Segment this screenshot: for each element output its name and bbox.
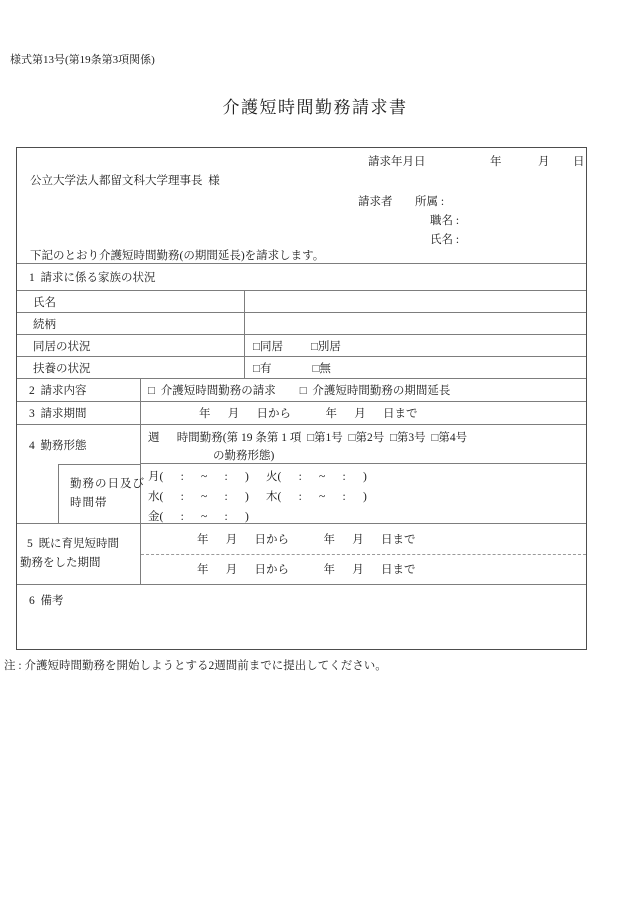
intro-sentence: 下記のとおり介護短時間勤務(の期間延長)を請求します。	[30, 250, 325, 262]
request-date-day-label: 日	[573, 156, 585, 168]
family-name-value-cell	[245, 291, 586, 312]
form-number: 様式第13号(第19条第3項関係)	[10, 54, 155, 66]
form-header-section	[17, 148, 586, 263]
workform-content-cell	[141, 425, 586, 523]
dependency-row	[17, 356, 586, 378]
section-5-label-cell	[17, 524, 141, 584]
section-4-label-cell	[17, 425, 145, 523]
taken-period-2: 年 月 日から 年 月 日まで	[197, 564, 416, 577]
schedule-label-line1: 勤務の日及び	[70, 478, 145, 490]
dependency-options-cell	[245, 357, 586, 378]
period-date-range: 年 月 日から 年 月 日まで	[199, 408, 418, 420]
request-options-cell	[141, 379, 586, 401]
requester-label: 請求者	[358, 196, 393, 208]
cohabit-checkbox-option: □同居	[253, 340, 283, 353]
section-1-family-header	[17, 263, 586, 290]
request-date-month-label: 月	[538, 156, 550, 168]
family-name-row	[17, 290, 586, 312]
request-date-label: 請求年月日	[368, 156, 426, 168]
section-5-taken-row	[17, 523, 586, 584]
request-form-table	[16, 147, 587, 650]
requester-name-label: 氏名 :	[430, 234, 460, 246]
request-date-year-label: 年	[490, 156, 502, 168]
remarks-cell	[17, 585, 586, 649]
cohabitation-row	[17, 334, 586, 356]
section-3-period-row	[17, 401, 586, 424]
family-name-label-cell	[17, 291, 245, 312]
relation-row	[17, 312, 586, 334]
family-name-label: 氏名	[33, 296, 56, 309]
section-2-label-cell	[17, 379, 141, 401]
section-4-label: 4 勤務形態	[29, 440, 87, 452]
relation-label-cell	[17, 313, 245, 334]
position-label: 職名 :	[430, 215, 460, 227]
cohabitation-options-cell	[245, 335, 586, 356]
schedule-line-wed-thu: 水( : ~ : ) 木( : ~ : )	[148, 491, 367, 503]
recipient-line: 公立大学法人都留文科大学理事長 様	[30, 175, 220, 187]
taken-period-2-cell	[141, 555, 586, 585]
taken-periods-cell	[141, 524, 586, 584]
cohabitation-label-cell	[17, 335, 245, 356]
section-5-label-line1: 5 既に育児短時間	[27, 538, 119, 550]
schedule-label-line2: 時間帯	[70, 497, 108, 509]
workform-line1: 週 時間勤務(第 19 条第 1 項 □第1号 □第2号 □第3号 □第4号	[148, 432, 468, 444]
section-6-label: 6 備考	[29, 595, 64, 607]
schedule-line-fri: 金( : ~ : )	[148, 511, 249, 523]
schedule-label-cell	[58, 464, 145, 523]
dependency-label: 扶養の状況	[33, 362, 91, 375]
taken-period-1: 年 月 日から 年 月 日まで	[197, 533, 416, 546]
workform-type-cell	[141, 425, 586, 464]
taken-period-1-cell	[141, 524, 586, 555]
section-2-label: 2 請求内容	[29, 385, 87, 397]
page-title: 介護短時間勤務請求書	[222, 98, 408, 117]
section-6-remarks-row	[17, 584, 586, 649]
dependent-yes-checkbox-option: □有	[253, 362, 272, 375]
section-1-label: 1 請求に係る家族の状況	[29, 272, 156, 284]
schedule-times-cell	[141, 464, 586, 527]
separate-checkbox-option: □別居	[310, 340, 341, 353]
section-5-label-line2: 勤務をした期間	[20, 557, 101, 569]
section-3-label-cell	[17, 402, 141, 424]
submission-footnote: 注 : 介護短時間勤務を開始しようとする2週間前までに提出してください。	[4, 660, 387, 672]
relation-value-cell	[245, 313, 586, 334]
section-2-request-row	[17, 378, 586, 401]
request-extension-checkbox-option: □ 介護短時間勤務の期間延長	[299, 385, 451, 397]
cohabitation-label: 同居の状況	[33, 340, 91, 353]
section-3-label: 3 請求期間	[29, 408, 87, 420]
dependency-label-cell	[17, 357, 245, 378]
section-4-workform-row	[17, 424, 586, 523]
relation-label: 続柄	[33, 318, 56, 331]
period-value-cell	[141, 402, 586, 424]
dependent-no-checkbox-option: □無	[312, 362, 331, 375]
affiliation-label: 所属 :	[415, 196, 445, 208]
request-new-checkbox-option: □ 介護短時間勤務の請求	[148, 385, 276, 397]
schedule-line-mon-tue: 月( : ~ : ) 火( : ~ : )	[148, 471, 367, 483]
workform-line2: の勤務形態)	[213, 450, 275, 462]
